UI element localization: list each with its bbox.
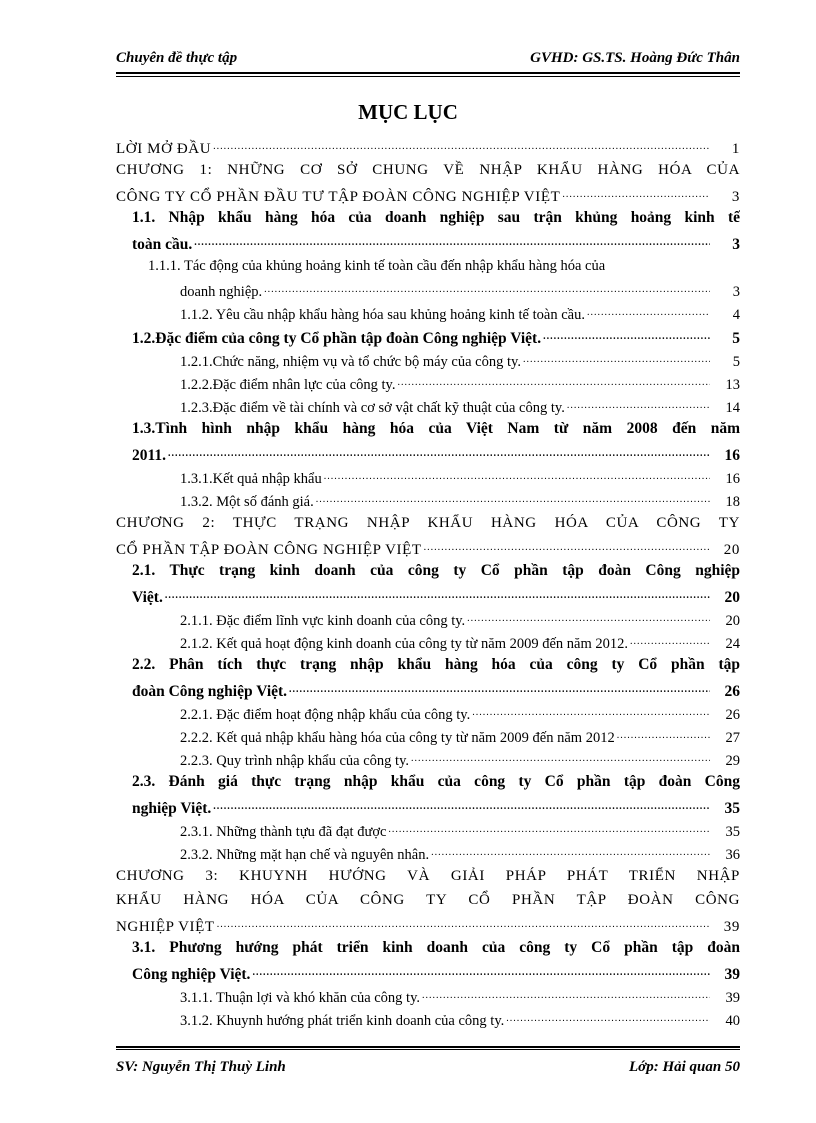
- toc-page-number: 39: [724, 966, 740, 983]
- toc-entry-text: LỜI MỞ ĐẦU: [116, 141, 212, 157]
- toc-entry-text: 1.1. Nhập khẩu hàng hóa của doanh nghiệp sau trận khủng hoảng kinh tế: [132, 209, 740, 226]
- toc-entry-text: CHƯƠNG 2: THỰC TRẠNG NHẬP KHẨU HÀNG HÓA CỦA CÔNG TY: [116, 515, 740, 531]
- toc-entry-text: 1.2.3.Đặc điểm về tài chính và cơ sở vật chất kỹ thuật của công ty.: [180, 400, 565, 416]
- toc-entry-1-3-1[interactable]: [116, 465, 740, 488]
- toc-entry-chuong-3[interactable]: [116, 864, 740, 936]
- toc-page-number: 35: [724, 800, 740, 817]
- toc-entry-text: 1.2.1.Chức năng, nhiệm vụ và tổ chức bộ máy của công ty.: [180, 354, 521, 370]
- toc-page-number: 26: [725, 707, 740, 723]
- toc-page-number: 5: [732, 330, 740, 347]
- toc-page-number: 39: [725, 990, 740, 1006]
- toc-entry-text: 2.2.2. Kết quả nhập khẩu hàng hóa của công ty từ năm 2009 đến năm 2012: [180, 730, 615, 746]
- toc-page-number: 35: [725, 824, 740, 840]
- toc-page-number: 20: [723, 542, 740, 558]
- header-right: GVHD: GS.TS. Hoàng Đức Thân: [530, 50, 740, 66]
- toc-page-number: 1: [731, 141, 740, 157]
- toc-entry-text: nghiệp Việt.: [132, 800, 212, 817]
- toc-entry-text: CHƯƠNG 1: NHỮNG CƠ SỞ CHUNG VỀ NHẬP KHẨU HÀNG HÓA CỦA: [116, 162, 740, 178]
- toc-page-number: 14: [725, 400, 740, 416]
- toc-entry-1-1-1[interactable]: [116, 254, 740, 301]
- toc-entry-1-2[interactable]: [116, 324, 740, 348]
- toc-entry-1-1-2[interactable]: [116, 301, 740, 324]
- toc-page-number: 40: [725, 1013, 740, 1029]
- toc-entry-text: 1.3.1.Kết quả nhập khẩu: [180, 471, 322, 487]
- toc-entry-text: CHƯƠNG 3: KHUYNH HƯỚNG VÀ GIẢI PHÁP PHÁT TRIỂN NHẬP: [116, 868, 740, 884]
- header-left: Chuyên đề thực tập: [116, 50, 238, 66]
- toc-entry-text: 1.1.2. Yêu cầu nhập khẩu hàng hóa sau khủng hoảng kinh tế toàn cầu.: [180, 307, 585, 323]
- toc-entry-text: 2.1.1. Đặc điểm lĩnh vực kinh doanh của công ty.: [180, 613, 466, 629]
- toc-entry-text: 2.3.2. Những mặt hạn chế và nguyên nhân.: [180, 847, 430, 863]
- toc-entry-text: 1.2.2.Đặc điểm nhân lực của công ty.: [180, 377, 396, 393]
- toc-entry-text: 3.1.1. Thuận lợi và khó khăn của công ty.: [180, 990, 421, 1006]
- toc-entry-2-3[interactable]: [116, 770, 740, 818]
- toc-page-number: 16: [725, 471, 740, 487]
- toc-entry-text: 1.2.Đặc điểm của công ty Cổ phần tập đoàn Công nghiệp Việt.: [132, 330, 542, 347]
- toc-entry-1-1[interactable]: [116, 206, 740, 254]
- toc-entry-2-2-2[interactable]: [116, 724, 740, 747]
- toc-entry-text: toàn cầu.: [132, 236, 193, 253]
- toc-page-number: 4: [732, 307, 740, 323]
- toc-page-number: 3: [732, 236, 740, 253]
- table-of-contents: [116, 134, 740, 1030]
- toc-entry-2-3-1[interactable]: [116, 818, 740, 841]
- toc-entry-3-1-1[interactable]: [116, 984, 740, 1007]
- toc-entry-text: 2.2.3. Quy trình nhập khẩu của công ty.: [180, 753, 409, 769]
- toc-entry-text: 2.1. Thực trạng kinh doanh của công ty Cổ phần tập đoàn Công nghiệp: [132, 562, 740, 579]
- toc-entry-text: KHẨU HÀNG HÓA CỦA CÔNG TY CỔ PHẦN TẬP ĐOÀN CÔNG: [116, 892, 740, 908]
- toc-entry-text: 1.3.2. Một số đánh giá.: [180, 494, 314, 510]
- toc-entry-3-1-2[interactable]: [116, 1007, 740, 1030]
- toc-entry-2-1-2[interactable]: [116, 630, 740, 653]
- toc-entry-text: 2011.: [132, 447, 167, 464]
- toc-entry-text: Việt.: [132, 589, 163, 606]
- toc-page-number: 20: [725, 613, 740, 629]
- footer-left: SV: Nguyễn Thị Thuỳ Linh: [116, 1059, 286, 1075]
- toc-entry-text: 2.1.2. Kết quả hoạt động kinh doanh của công ty từ năm 2009 đến năm 2012.: [180, 636, 629, 652]
- toc-entry-2-2[interactable]: [116, 653, 740, 701]
- toc-page-number: 24: [725, 636, 740, 652]
- toc-page-number: 29: [725, 753, 740, 769]
- toc-entry-chuong-1[interactable]: [116, 158, 740, 206]
- toc-entry-text: 1.3.Tình hình nhập khẩu hàng hóa của Việt Nam từ năm 2008 đến năm: [132, 420, 740, 437]
- toc-entry-text: doanh nghiệp.: [180, 284, 263, 300]
- toc-entry-1-2-3[interactable]: [116, 394, 740, 417]
- toc-entry-text: 1.1.1. Tác động của khủng hoảng kinh tế toàn cầu đến nhập khẩu hàng hóa của: [148, 258, 606, 274]
- toc-entry-1-2-2[interactable]: [116, 371, 740, 394]
- toc-entry-1-2-1[interactable]: [116, 348, 740, 371]
- toc-entry-text: đoàn Công nghiệp Việt.: [132, 683, 288, 700]
- toc-page-number: 3: [732, 284, 740, 300]
- toc-entry-2-2-3[interactable]: [116, 747, 740, 770]
- toc-entry-2-1[interactable]: [116, 559, 740, 607]
- page-footer: [116, 1049, 740, 1076]
- toc-entry-text: NGHIỆP VIỆT: [116, 919, 215, 935]
- toc-entry-3-1[interactable]: [116, 936, 740, 984]
- page-header: [116, 50, 740, 74]
- page-title: MỤC LỤC: [358, 100, 458, 124]
- toc-entry-2-3-2[interactable]: [116, 841, 740, 864]
- toc-page-number: 36: [725, 847, 740, 863]
- toc-entry-text: 3.1. Phương hướng phát triển kinh doanh của công ty Cổ phần tập đoàn: [132, 939, 740, 956]
- toc-entry-text: CỔ PHẦN TẬP ĐOÀN CÔNG NGHIỆP VIỆT: [116, 542, 422, 558]
- toc-entry-1-3[interactable]: [116, 417, 740, 465]
- toc-page-number: 16: [724, 447, 740, 464]
- toc-entry-text: 2.3.1. Những thành tựu đã đạt được: [180, 824, 387, 840]
- toc-entry-1-3-2[interactable]: [116, 488, 740, 511]
- toc-page-number: 20: [724, 589, 740, 606]
- toc-entry-2-1-1[interactable]: [116, 607, 740, 630]
- toc-entry-text: 2.2. Phân tích thực trạng nhập khẩu hàng hóa của công ty Cổ phần tập: [132, 656, 740, 673]
- toc-entry-text: 2.3. Đánh giá thực trạng nhập khẩu của công ty Cổ phần tập đoàn Công: [132, 773, 740, 790]
- toc-page-number: 18: [725, 494, 740, 510]
- footer-right: Lớp: Hải quan 50: [629, 1059, 740, 1075]
- toc-page-number: 3: [731, 189, 740, 205]
- toc-entry-text: 3.1.2. Khuynh hướng phát triển kinh doanh của công ty.: [180, 1013, 505, 1029]
- toc-entry-2-2-1[interactable]: [116, 701, 740, 724]
- toc-page-number: 5: [732, 354, 740, 370]
- toc-entry-text: CÔNG TY CỔ PHẦN ĐẦU TƯ TẬP ĐOÀN CÔNG NGHIỆP VIỆT: [116, 189, 561, 205]
- toc-page-number: 13: [725, 377, 740, 393]
- toc-entry-chuong-2[interactable]: [116, 511, 740, 559]
- toc-entry-text: 2.2.1. Đặc điểm hoạt động nhập khẩu của công ty.: [180, 707, 471, 723]
- toc-page-number: 39: [723, 919, 740, 935]
- toc-entry-text: Công nghiệp Việt.: [132, 966, 251, 983]
- toc-page-number: 26: [724, 683, 740, 700]
- toc-entry-loi-mo-dau[interactable]: [116, 134, 740, 158]
- toc-page-number: 27: [725, 730, 740, 746]
